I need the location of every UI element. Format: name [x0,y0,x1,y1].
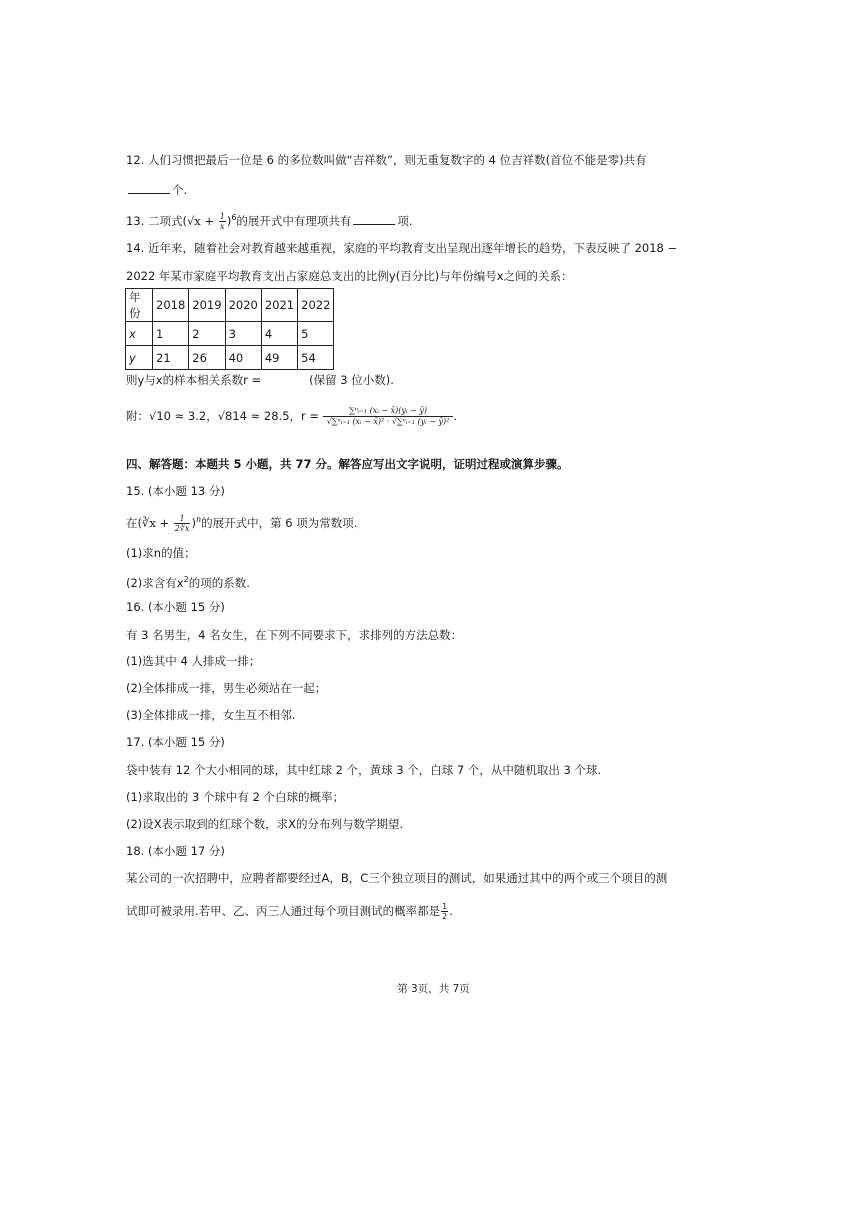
q14-data-table [125,288,334,370]
q16-part1: (1)选其中 4 人排成一排； [126,654,261,668]
q18-line2 [126,902,453,921]
q13-frac-den: x [220,221,225,231]
q14-ask-line [126,372,394,388]
q14-note-prefix: 附：√10 ≈ 3.2，√814 ≈ 28.5，r = [126,409,320,423]
q18-head: 18. (本小题 17 分) [126,844,225,858]
table-cell: x [126,322,153,346]
q12-line2 [126,182,187,198]
q14-line1: 14. 近年来，随着社会对教育越来越重视，家庭的平均教育支出呈现出逐年增长的趋势，下表反映了 2018 − [126,241,678,255]
q18-fraction [441,902,448,921]
q15-plus: + [155,515,173,530]
table-cell: y [126,346,153,370]
q15-fraction [174,514,191,533]
q14-ask-prefix: 则y与x的样本相关系数r = [126,373,262,387]
section-4-heading: 四、解答题：本题共 5 小题，共 77 分。解答应写出文字说明，证明过程或演算步骤。 [126,457,569,471]
table-cell: 1 [153,322,189,346]
table-cell: 2018 [153,289,189,322]
q17-part1: (1)求取出的 3 个球中有 2 个白球的概率； [126,790,345,804]
table-cell: 40 [225,346,261,370]
q12-line1: 12. 人们习惯把最后一位是 6 的多位数叫做“吉祥数”，则无重复数字的 4 位吉祥数(首位不能是零)共有 [126,153,647,167]
q12-line2-suffix: 个. [172,183,188,197]
table-cell: 5 [298,322,334,346]
q14-answer-blank[interactable] [263,373,307,384]
q17-part2: (2)设X表示取到的红球个数，求X的分布列与数学期望. [126,817,404,831]
q15-frac-num: 1 [174,514,191,524]
q17-head: 17. (本小题 15 分) [126,735,225,749]
q15-stem-suffix: 的展开式中，第 6 项为常数项. [201,515,358,530]
q18-line2-end: . [449,904,453,918]
q13-line: 13. 二项式(√x + $\frac{1}{x}$ )$^6$的展开式中有理项共有 项. [126,211,413,231]
table-cell: 2022 [298,289,334,322]
q13-frac-num: 1 [219,211,225,221]
q16-head: 16. (本小题 15 分) [126,600,225,614]
q14-note-line [126,406,457,427]
q16-part2: (2)全体排成一排，男生必须站在一起； [126,681,327,695]
q15-stem: 在(∛x + $\frac{1}{2∛x}$ )$^n$的展开式中，第 6 项为常数项. [126,513,358,533]
q14-ask-suffix: (保留 3 位小数). [309,373,394,387]
q18-frac-num: 1 [442,902,448,911]
table-cell: 26 [189,346,225,370]
q14-line2: 2022 年某市家庭平均教育支出占家庭总支出的比例y(百分比)与年份编号x之间的关系： [126,269,573,283]
table-cell: 2019 [189,289,225,322]
q14-formula-numerator: ∑ⁿᵢ₌₁ (xᵢ − x̄)(yᵢ − ȳ) [323,406,454,417]
q15-part2-prefix: (2)求含有x [126,575,184,590]
table-row [126,289,334,322]
q17-stem: 袋中装有 12 个大小相同的球，其中红球 2 个，黄球 3 个，白球 7 个，从中随机取出 3 个球. [126,763,602,777]
q13-suffix-b: 项. [397,213,413,228]
q15-part1: (1)求n的值； [126,546,196,560]
q13-answer-blank[interactable] [353,213,395,225]
table-cell: 年份 [126,289,153,322]
q13-sqrt-x: √x [186,213,201,228]
table-cell: 2021 [261,289,297,322]
q15-part2-suffix: 的项的系数. [188,575,250,590]
q13-suffix-a: 的展开式中有理项共有 [236,213,352,228]
table-cell: 54 [298,346,334,370]
q18-line2-prefix: 试即可被录用.若甲、乙、丙三人通过每个项目测试的概率都是 [126,904,441,918]
q14-note-end: . [453,409,458,423]
table-cell: 49 [261,346,297,370]
q13-exponent: 6 [231,213,237,222]
page-footer: 第 3页，共 7页 [397,983,470,995]
q13-prefix: 13. 二项式( [126,213,187,228]
q15-head: 15. (本小题 13 分) [126,484,225,498]
table-row [126,346,334,370]
q18-frac-den: 2 [442,912,448,921]
q12-answer-blank[interactable] [128,182,170,194]
table-cell: 21 [153,346,189,370]
table-cell: 4 [261,322,297,346]
table-row [126,322,334,346]
q16-part3: (3)全体排成一排，女生互不相邻. [126,708,296,722]
q16-stem: 有 3 名男生，4 名女生，在下列不同要求下，求排列的方法总数： [126,628,463,642]
q15-frac-den: 2∛x [174,523,190,533]
q15-exponent: n [195,515,202,524]
q14-formula-denominator: √∑ⁿᵢ₌₁ (xᵢ − x̄)² · √∑ⁿᵢ₌₁ (yᵢ − ȳ)² [326,417,450,426]
q14-correlation-formula [323,406,454,427]
q15-part2-exponent: 2 [183,575,189,584]
q18-line1: 某公司的一次招聘中，应聘者都要经过A，B，C三个独立项目的测试，如果通过其中的两个或三个项目的测 [126,871,668,885]
table-cell: 2 [189,322,225,346]
table-cell: 3 [225,322,261,346]
table-cell: 2020 [225,289,261,322]
q15-part2 [126,572,250,591]
q15-cbrt-x: ∛x [142,515,156,530]
q15-stem-prefix: 在( [126,515,142,530]
q13-plus: + [200,213,218,228]
q13-fraction [219,212,226,231]
